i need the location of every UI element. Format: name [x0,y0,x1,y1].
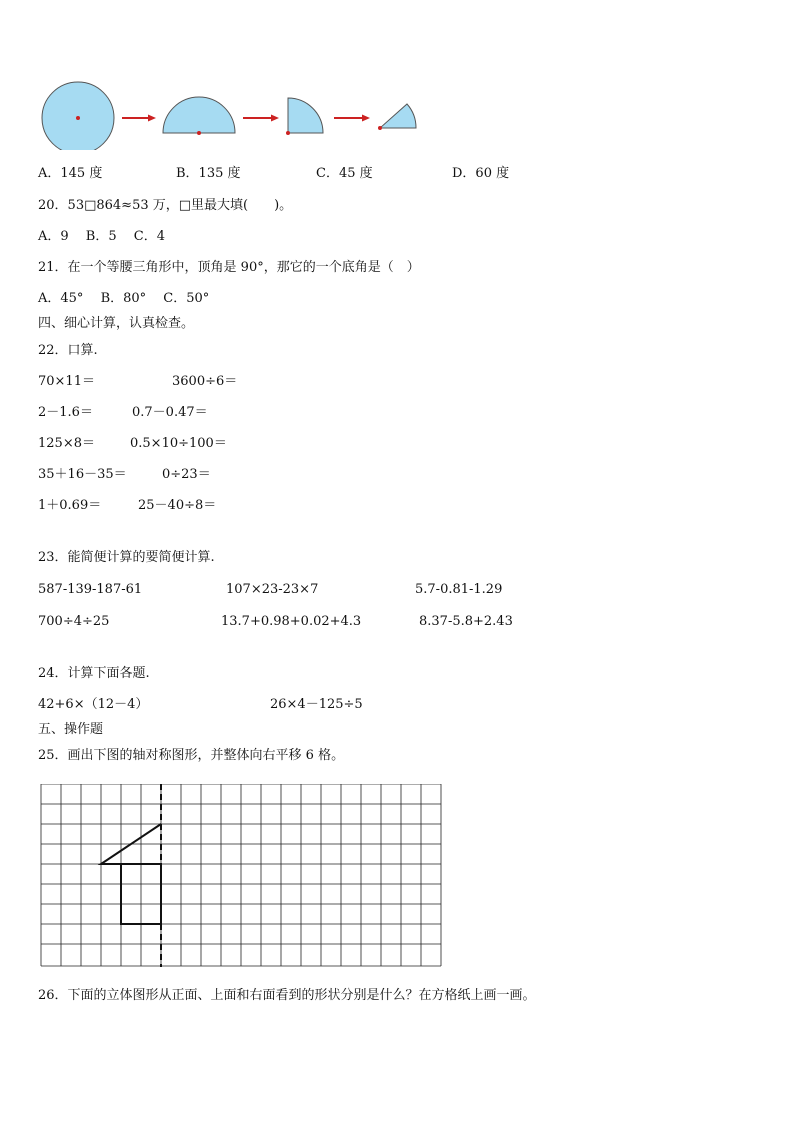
q22-item: 1＋0.69＝ [38,498,102,513]
q25-stem: 25．画出下图的轴对称图形，并整体向右平移 6 格。 [38,748,345,763]
circle-center-dot [76,116,80,120]
q21-options: A．45° B．80° C．50° [38,291,210,306]
sector-60 [380,104,416,128]
q23-item: 700÷4÷25 [38,614,110,629]
q22-item: 0÷23＝ [162,467,211,482]
q24-item: 42+6×（12－4） [38,697,149,712]
q24-item: 26×4－125÷5 [270,697,363,712]
q19-option-c: C．45 度 [316,166,373,181]
q23-item: 5.7-0.81-1.29 [415,582,503,597]
original-shape [101,824,161,924]
q26-stem: 26．下面的立体图形从正面、上面和右面看到的形状分别是什么？在方格纸上画一画。 [38,988,536,1003]
q21-stem: 21．在一个等腰三角形中，顶角是 90°，那它的一个底角是（ ） [38,260,420,275]
quarter-center-dot [286,131,290,135]
section-5-heading: 五、操作题 [38,722,104,737]
arrow-3 [334,115,370,122]
q23-item: 587-139-187-61 [38,582,143,597]
q22-item: 25－40÷8＝ [138,498,217,513]
semicircle [163,97,235,133]
q22-item: 0.5×10÷100＝ [130,436,227,451]
section-4-heading: 四、细心计算，认真检查。 [38,316,195,331]
rotation-figure [30,80,430,150]
q20-options: A．9 B．5 C．4 [38,229,165,244]
arrow-2 [243,115,279,122]
arrow-1 [122,115,156,122]
q23-stem: 23．能简便计算的要简便计算. [38,550,215,565]
q22-item: 70×11＝ [38,374,95,389]
q22-item: 0.7－0.47＝ [132,405,208,420]
quarter-circle [288,98,323,133]
q22-item: 3600÷6＝ [172,374,238,389]
q22-stem: 22．口算. [38,343,98,358]
q24-stem: 24．计算下面各题. [38,666,150,681]
q25-grid [40,784,450,969]
q19-option-a: A．145 度 [38,166,103,181]
q22-item: 35＋16－35＝ [38,467,127,482]
q22-item: 125×8＝ [38,436,95,451]
semicircle-center-dot [197,131,201,135]
q23-item: 13.7+0.98+0.02+4.3 [221,614,362,629]
q23-item: 8.37-5.8+2.43 [419,614,513,629]
sector-center-dot [378,126,382,130]
q19-option-b: B．135 度 [176,166,241,181]
q19-option-d: D．60 度 [452,166,510,181]
q23-item: 107×23-23×7 [226,582,319,597]
q20-stem: 20．53□864≈53 万，□里最大填( )。 [38,198,293,213]
q22-item: 2－1.6＝ [38,405,93,420]
